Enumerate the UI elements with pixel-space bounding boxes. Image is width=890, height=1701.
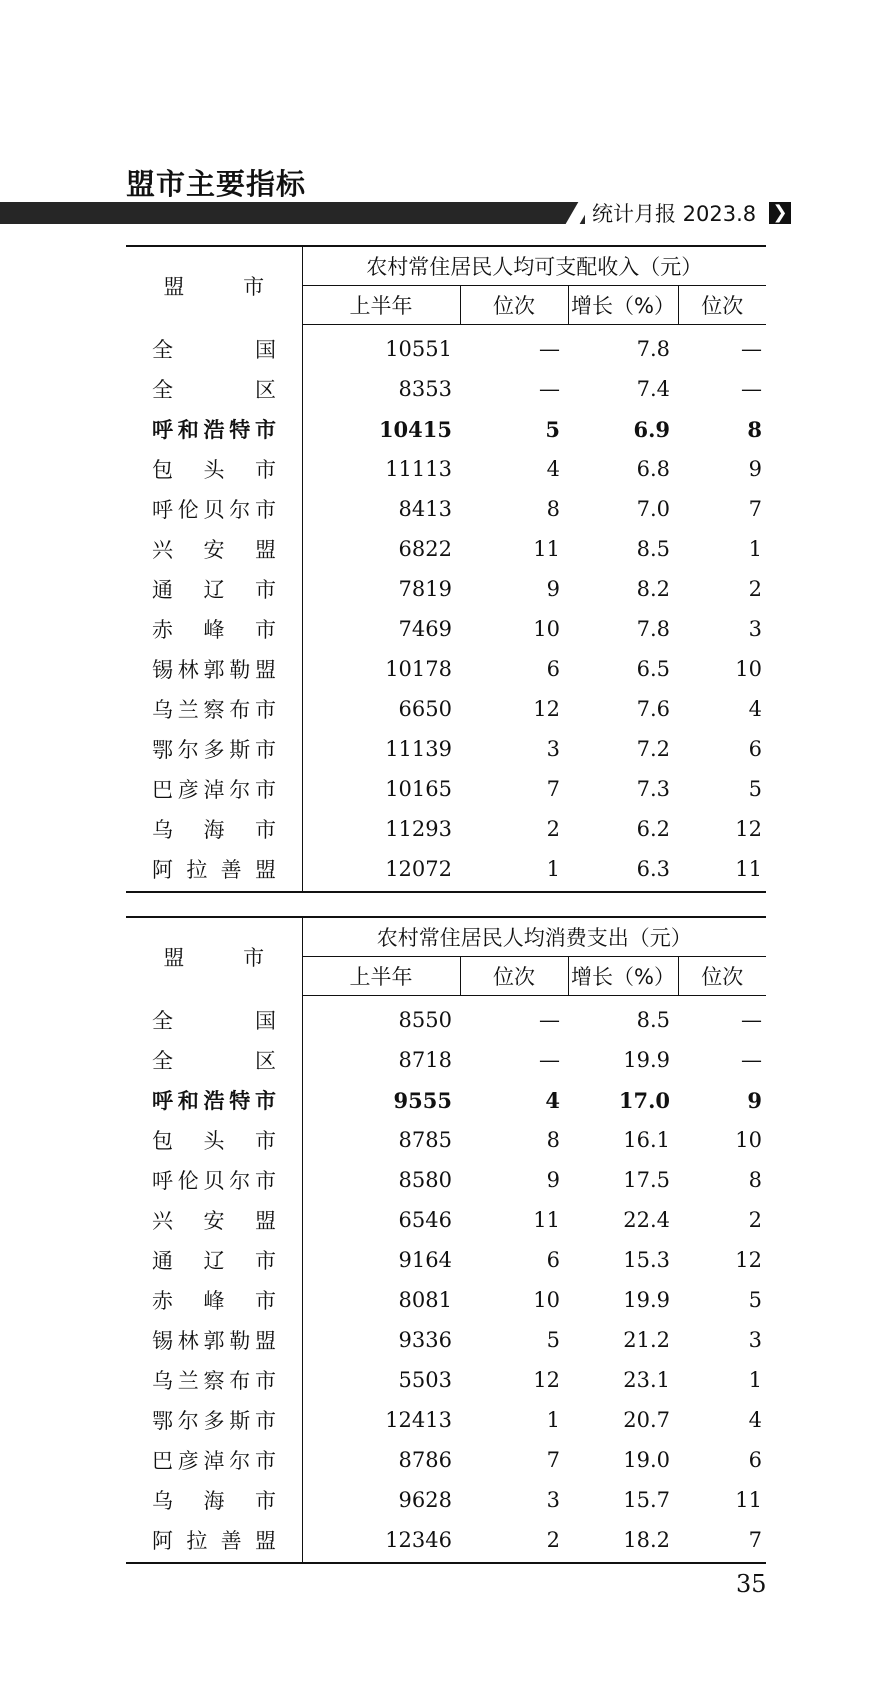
value-cell: 9164 bbox=[398, 1248, 452, 1272]
column-header: 上半年 bbox=[302, 286, 460, 325]
region-name: 全国 bbox=[152, 337, 276, 362]
region-cell bbox=[126, 729, 302, 769]
group-header: 农村常住居民人均可支配收入（元） bbox=[302, 246, 766, 286]
region-header: 盟 市 bbox=[126, 246, 302, 325]
value-cell: 9628 bbox=[398, 1488, 452, 1512]
region-name: 呼和浩特市 bbox=[152, 418, 276, 442]
region-name: 呼伦贝尔市 bbox=[152, 1169, 276, 1193]
growth-cell: 6.5 bbox=[636, 657, 670, 681]
rank-cell: 6 bbox=[546, 657, 560, 681]
header-band bbox=[0, 202, 890, 224]
rank-cell: 3 bbox=[748, 1328, 762, 1352]
table-row bbox=[126, 689, 766, 729]
region-name: 赤峰市 bbox=[152, 1289, 276, 1313]
value-cell: 10415 bbox=[378, 416, 452, 442]
rank-cell: 10 bbox=[735, 657, 762, 681]
region-name: 通辽市 bbox=[152, 1249, 276, 1273]
rank-cell: 11 bbox=[533, 1208, 560, 1232]
rank-cell: 8 bbox=[748, 1168, 762, 1192]
rank-cell: 8 bbox=[747, 416, 762, 442]
growth-cell: 16.1 bbox=[623, 1128, 670, 1152]
region-cell bbox=[126, 689, 302, 729]
rank-cell: 12 bbox=[533, 697, 560, 721]
rank-cell: — bbox=[741, 1008, 762, 1032]
region-name: 全区 bbox=[152, 1049, 276, 1073]
growth-cell: 17.5 bbox=[623, 1168, 670, 1192]
table-row bbox=[126, 609, 766, 649]
value-cell: 11139 bbox=[385, 737, 452, 761]
table-row bbox=[126, 1040, 766, 1080]
region-cell bbox=[126, 1280, 302, 1320]
table-row bbox=[126, 1400, 766, 1440]
rank-cell: 1 bbox=[546, 1408, 560, 1432]
table-row bbox=[126, 569, 766, 609]
table-row bbox=[126, 1360, 766, 1400]
rank-cell: 9 bbox=[748, 457, 762, 481]
region-cell bbox=[126, 1160, 302, 1200]
column-header: 上半年 bbox=[302, 957, 460, 996]
growth-cell: 23.1 bbox=[623, 1368, 670, 1392]
rank-cell: 2 bbox=[748, 577, 762, 601]
value-cell: 6650 bbox=[398, 697, 452, 721]
growth-cell: 8.2 bbox=[636, 577, 670, 601]
value-cell: 6822 bbox=[398, 537, 452, 561]
growth-cell: 7.2 bbox=[636, 737, 670, 761]
growth-cell: 15.7 bbox=[623, 1488, 670, 1512]
column-header: 增长（%） bbox=[568, 957, 678, 996]
region-cell bbox=[126, 1320, 302, 1360]
rank-cell: 8 bbox=[546, 497, 560, 521]
table-row bbox=[126, 729, 766, 769]
rank-cell: 5 bbox=[546, 1328, 560, 1352]
page-number: 35 bbox=[736, 1570, 767, 1598]
column-header: 位次 bbox=[460, 957, 568, 996]
region-name: 包头市 bbox=[152, 1129, 276, 1153]
growth-cell: 7.0 bbox=[636, 497, 670, 521]
value-cell: 8718 bbox=[398, 1048, 452, 1072]
table-row bbox=[126, 1240, 766, 1280]
table-row bbox=[126, 769, 766, 809]
rank-cell: 9 bbox=[546, 1168, 560, 1192]
region-name: 阿拉善盟 bbox=[152, 858, 276, 882]
region-cell bbox=[126, 809, 302, 849]
rank-cell: 2 bbox=[748, 1208, 762, 1232]
growth-cell: 7.3 bbox=[636, 777, 670, 801]
region-cell bbox=[126, 325, 302, 370]
growth-cell: 7.6 bbox=[636, 697, 670, 721]
region-name: 阿拉善盟 bbox=[152, 1529, 276, 1553]
rank-cell: 3 bbox=[546, 1488, 560, 1512]
rank-cell: 5 bbox=[748, 777, 762, 801]
rank-cell: 4 bbox=[748, 1408, 762, 1432]
region-name: 巴彦淖尔市 bbox=[152, 778, 276, 802]
growth-cell: 20.7 bbox=[623, 1408, 670, 1432]
region-name: 包头市 bbox=[152, 458, 276, 482]
income-table bbox=[126, 245, 766, 893]
table-row bbox=[126, 409, 766, 449]
table-row bbox=[126, 1200, 766, 1240]
value-cell: 9555 bbox=[393, 1087, 452, 1113]
rank-cell: 7 bbox=[748, 497, 762, 521]
table-row bbox=[126, 1160, 766, 1200]
region-name: 赤峰市 bbox=[152, 618, 276, 642]
rank-cell: 11 bbox=[678, 849, 766, 892]
rank-cell: 6 bbox=[748, 1448, 762, 1472]
region-cell bbox=[126, 409, 302, 449]
table-row bbox=[126, 1440, 766, 1480]
table-row bbox=[126, 489, 766, 529]
value-cell: 8786 bbox=[398, 1448, 452, 1472]
rank-cell: 5 bbox=[545, 416, 560, 442]
region-cell bbox=[126, 569, 302, 609]
rank-cell: 12 bbox=[735, 1248, 762, 1272]
group-header: 农村常住居民人均消费支出（元） bbox=[302, 917, 766, 957]
rank-cell: 3 bbox=[546, 737, 560, 761]
table-row bbox=[126, 1480, 766, 1520]
region-name: 鄂尔多斯市 bbox=[152, 738, 276, 762]
value-cell: 12072 bbox=[302, 849, 460, 892]
region-name: 锡林郭勒盟 bbox=[152, 1329, 276, 1353]
rank-cell: 1 bbox=[460, 849, 568, 892]
value-cell: 7469 bbox=[398, 617, 452, 641]
rank-cell: 3 bbox=[748, 617, 762, 641]
region-cell bbox=[126, 449, 302, 489]
table-row bbox=[126, 369, 766, 409]
growth-cell: 6.3 bbox=[568, 849, 678, 892]
region-name: 巴彦淖尔市 bbox=[152, 1449, 276, 1473]
value-cell: 8081 bbox=[398, 1288, 452, 1312]
table-row bbox=[126, 849, 766, 892]
rank-cell: 5 bbox=[748, 1288, 762, 1312]
growth-cell: 8.5 bbox=[636, 537, 670, 561]
rank-cell: 7 bbox=[546, 777, 560, 801]
growth-cell: 19.0 bbox=[623, 1448, 670, 1472]
expenditure-table bbox=[126, 916, 766, 1564]
rank-cell: 4 bbox=[545, 1087, 560, 1113]
region-cell bbox=[126, 996, 302, 1041]
region-name: 乌兰察布市 bbox=[152, 698, 276, 722]
growth-cell: 6.9 bbox=[633, 416, 670, 442]
region-name: 全区 bbox=[152, 378, 276, 402]
rank-cell: 12 bbox=[735, 817, 762, 841]
publication-label: 统计月报 2023.8 bbox=[592, 202, 757, 226]
value-cell: 8353 bbox=[398, 377, 452, 401]
rank-cell: 11 bbox=[533, 537, 560, 561]
region-cell bbox=[126, 1040, 302, 1080]
table-row bbox=[126, 1080, 766, 1120]
value-cell: 11113 bbox=[385, 457, 452, 481]
rank-cell: 10 bbox=[533, 1288, 560, 1312]
value-cell: 10551 bbox=[385, 337, 452, 361]
rank-cell: 4 bbox=[546, 457, 560, 481]
rank-cell: 10 bbox=[533, 617, 560, 641]
value-cell: 8580 bbox=[398, 1168, 452, 1192]
region-name: 兴安盟 bbox=[152, 538, 276, 562]
region-header: 盟 市 bbox=[126, 917, 302, 996]
table-row bbox=[126, 1520, 766, 1563]
rank-cell: — bbox=[741, 337, 762, 361]
value-cell: 12413 bbox=[385, 1408, 452, 1432]
value-cell: 10178 bbox=[385, 657, 452, 681]
table-row bbox=[126, 449, 766, 489]
growth-cell: 22.4 bbox=[623, 1208, 670, 1232]
rank-cell: — bbox=[539, 1048, 560, 1072]
table-row bbox=[126, 529, 766, 569]
rank-cell: 7 bbox=[546, 1448, 560, 1472]
column-header: 位次 bbox=[678, 957, 766, 996]
region-name: 乌兰察布市 bbox=[152, 1369, 276, 1393]
column-header: 位次 bbox=[460, 286, 568, 325]
table-row bbox=[126, 1320, 766, 1360]
value-cell: 8413 bbox=[398, 497, 452, 521]
table-row bbox=[126, 809, 766, 849]
rank-cell: 1 bbox=[748, 537, 762, 561]
region-cell bbox=[126, 849, 302, 892]
growth-cell: 17.0 bbox=[618, 1087, 670, 1113]
growth-cell: 8.5 bbox=[636, 1008, 670, 1032]
region-cell bbox=[126, 489, 302, 529]
region-name: 乌海市 bbox=[152, 818, 276, 842]
region-name: 鄂尔多斯市 bbox=[152, 1409, 276, 1433]
value-cell: 6546 bbox=[398, 1208, 452, 1232]
region-name: 乌海市 bbox=[152, 1489, 276, 1513]
rank-cell: 10 bbox=[735, 1128, 762, 1152]
region-cell bbox=[126, 649, 302, 689]
region-cell bbox=[126, 1360, 302, 1400]
growth-cell: 18.2 bbox=[568, 1520, 678, 1563]
rank-cell: 2 bbox=[460, 1520, 568, 1563]
region-name: 锡林郭勒盟 bbox=[152, 658, 276, 682]
value-cell: 12346 bbox=[302, 1520, 460, 1563]
rank-cell: — bbox=[539, 377, 560, 401]
table-row bbox=[126, 1120, 766, 1160]
rank-cell: — bbox=[741, 1048, 762, 1072]
region-name: 通辽市 bbox=[152, 578, 276, 602]
region-cell bbox=[126, 1080, 302, 1120]
table-row bbox=[126, 649, 766, 689]
rank-cell: 7 bbox=[678, 1520, 766, 1563]
growth-cell: 6.8 bbox=[636, 457, 670, 481]
growth-cell: 19.9 bbox=[623, 1048, 670, 1072]
column-header: 位次 bbox=[678, 286, 766, 325]
rank-cell: 11 bbox=[735, 1488, 762, 1512]
value-cell: 7819 bbox=[398, 577, 452, 601]
growth-cell: 7.8 bbox=[636, 337, 670, 361]
rank-cell: — bbox=[539, 337, 560, 361]
rank-cell: — bbox=[741, 377, 762, 401]
rank-cell: 9 bbox=[546, 577, 560, 601]
column-header: 增长（%） bbox=[568, 286, 678, 325]
value-cell: 5503 bbox=[398, 1368, 452, 1392]
value-cell: 9336 bbox=[398, 1328, 452, 1352]
rank-cell: 8 bbox=[546, 1128, 560, 1152]
value-cell: 8785 bbox=[398, 1128, 452, 1152]
rank-cell: 4 bbox=[748, 697, 762, 721]
rank-cell: 6 bbox=[546, 1248, 560, 1272]
region-name: 呼伦贝尔市 bbox=[152, 498, 276, 522]
table-row bbox=[126, 996, 766, 1041]
rank-cell: — bbox=[539, 1008, 560, 1032]
growth-cell: 21.2 bbox=[623, 1328, 670, 1352]
region-cell bbox=[126, 1200, 302, 1240]
rank-cell: 6 bbox=[748, 737, 762, 761]
value-cell: 10165 bbox=[385, 777, 452, 801]
section-title: 盟市主要指标 bbox=[126, 167, 307, 201]
value-cell: 8550 bbox=[398, 1008, 452, 1032]
region-cell bbox=[126, 1520, 302, 1563]
region-cell bbox=[126, 769, 302, 809]
growth-cell: 15.3 bbox=[623, 1248, 670, 1272]
chevron-right-icon: ❯ bbox=[769, 202, 791, 224]
value-cell: 11293 bbox=[385, 817, 452, 841]
region-cell bbox=[126, 1440, 302, 1480]
table-row bbox=[126, 1280, 766, 1320]
region-cell bbox=[126, 1400, 302, 1440]
region-cell bbox=[126, 1480, 302, 1520]
growth-cell: 19.9 bbox=[623, 1288, 670, 1312]
growth-cell: 7.4 bbox=[636, 377, 670, 401]
rank-cell: 9 bbox=[747, 1087, 762, 1113]
region-cell bbox=[126, 609, 302, 649]
table-row bbox=[126, 325, 766, 370]
growth-cell: 7.8 bbox=[636, 617, 670, 641]
header-bar bbox=[0, 202, 890, 228]
growth-cell: 6.2 bbox=[636, 817, 670, 841]
region-cell bbox=[126, 369, 302, 409]
region-name: 呼和浩特市 bbox=[152, 1089, 276, 1113]
region-cell bbox=[126, 529, 302, 569]
rank-cell: 1 bbox=[748, 1368, 762, 1392]
region-name: 全国 bbox=[152, 1008, 276, 1033]
rank-cell: 12 bbox=[533, 1368, 560, 1392]
region-name: 兴安盟 bbox=[152, 1209, 276, 1233]
rank-cell: 2 bbox=[546, 817, 560, 841]
region-cell bbox=[126, 1120, 302, 1160]
region-cell bbox=[126, 1240, 302, 1280]
